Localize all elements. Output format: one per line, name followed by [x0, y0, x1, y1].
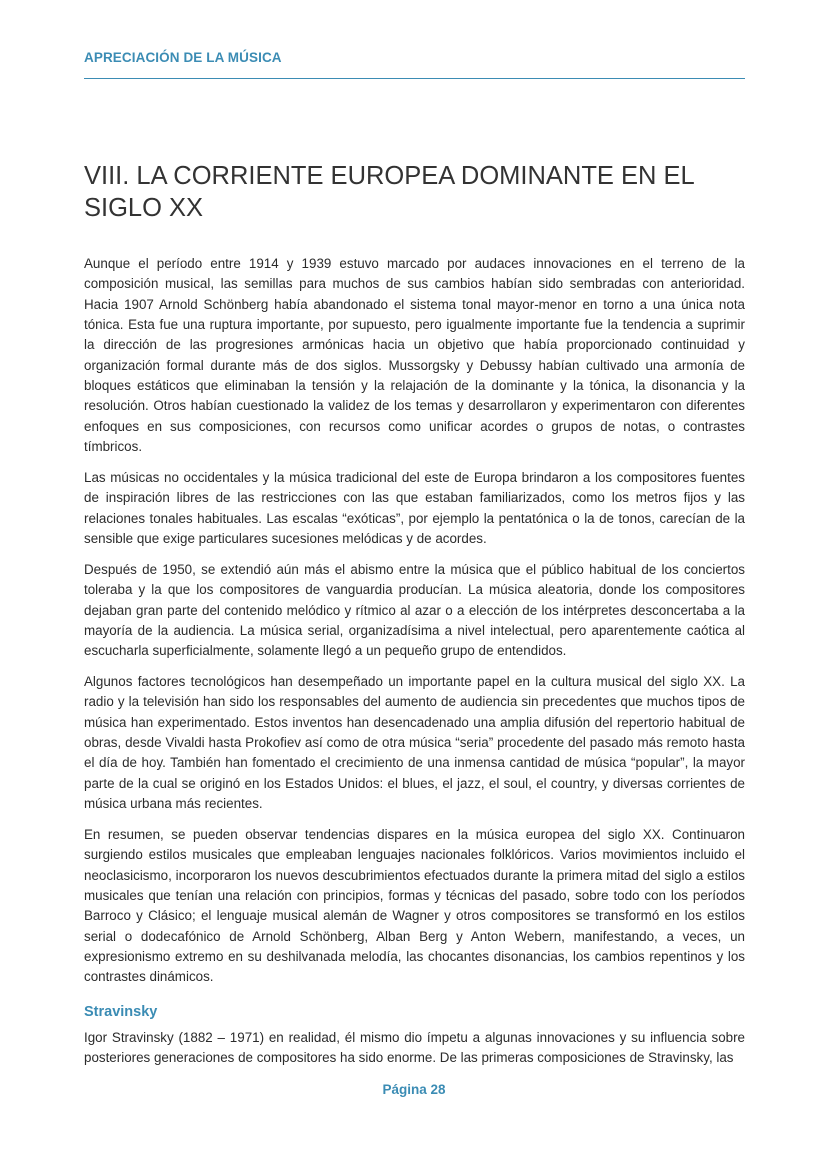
paragraph-3: Después de 1950, se extendió aún más el abismo entre la música que el público habitual de los conciertos toleraba y la que los compositores de vanguardia producían. La música aleatoria, donde los compositores dejaban gran parte del contenido melódico y rítmico al azar o a elección de los intérpretes desconcertaba a la mayoría de la audiencia. La música serial, organizadísima a nivel intelectual, pero aparentemente caótica al escucharla superficialmente, solamente llegó a un pequeño grupo de entendidos.: [84, 561, 745, 659]
paragraph-5: En resumen, se pueden observar tendencias dispares en la música europea del siglo XX. Continuaron surgiendo estilos musicales que empleaban lenguajes nacionales folklóricos. Varios movimientos incluido el neoclasicismo, incorporaron los nuevos descubrimientos efectuados durante la primera mitad del siglo a estilos musicales que tenían una relación con principios, formas y técnicas del pasado, sobre todo con los períodos Barroco y Clásico; el lenguaje musical alemán de Wagner y otros compositores se transformó en los estilos serial o dodecafónico de Arnold Schönberg, Alban Berg y Anton Webern, manifestando, a veces, un expresionismo extremo en su deshilvanada melodía, las chocantes disonancias, los cambios repentinos y los contrastes dinámicos.: [84, 826, 745, 985]
paragraph-2: Las músicas no occidentales y la música tradicional del este de Europa brindaron a los compositores fuentes de inspiración libres de las restricciones con las que estaban familiarizados, como los metros fijos y las relaciones tonales habituales. Las escalas “exóticas”, por ejemplo la pentatónica o la de tonos, carecían de la sensible que exige particulares sucesiones melódicas y de acordes.: [84, 469, 745, 546]
paragraph-1: Aunque el período entre 1914 y 1939 estuvo marcado por audaces innovaciones en el terreno de la composición musical, las semillas para muchos de sus cambios habían sido sembradas con anterioridad. Hacia 1907 Arnold Schönberg había abandonado el sistema tonal mayor-menor en torno a una única nota tónica. Esta fue una ruptura importante, por supuesto, pero igualmente importante fue la tendencia a suprimir la dirección de las progresiones armónicas hacia un objetivo que había proporcionado continuidad y organización formal durante más de dos siglos. Mussorgsky y Debussy habían cultivado una armonía de bloques estáticos que eliminaban la tensión y la relajación de la dominante y la tónica, la disonancia y la resolución. Otros habían cuestionado la validez de los temas y desarrollaron y experimentaron con diferentes enfoques en sus composiciones, con recursos como unificar acordes o grupos de notas, o contrastes tímbricos.: [84, 256, 745, 455]
body-text: [84, 254, 745, 1079]
header-divider: [84, 78, 745, 79]
paragraph-4: Algunos factores tecnológicos han desempeñado un importante papel en la cultura musical del siglo XX. La radio y la televisión han sido los responsables del aumento de audiencia sin precedentes que muchos tipos de música han experimentado. Estos inventos han desencadenado una amplia difusión del repertorio habitual de obras, desde Vivaldi hasta Prokofiev así como de otra música “seria” procedente del pasado más remoto hasta el día de hoy. También han fomentado el crecimiento de una inmensa cantidad de música “popular”, la mayor parte de la cual se originó en los Estados Unidos: el blues, el jazz, el soul, el country, y diversas corrientes de música urbana más recientes.: [84, 674, 745, 812]
chapter-title: VIII. LA CORRIENTE EUROPEA DOMINANTE EN EL SIGLO XX: [84, 162, 694, 222]
running-header: APRECIACIÓN DE LA MÚSICA: [84, 50, 282, 65]
page-number: Página 28: [382, 1082, 446, 1097]
paragraph-stravinsky: Igor Stravinsky (1882 – 1971) en realidad, él mismo dio ímpetu a algunas innovaciones y su influencia sobre posteriores generaciones de compositores ha sido enorme. De las primeras composiciones de Stravinsky, las: [84, 1029, 745, 1066]
subsection-title-stravinsky: Stravinsky: [84, 1003, 158, 1020]
